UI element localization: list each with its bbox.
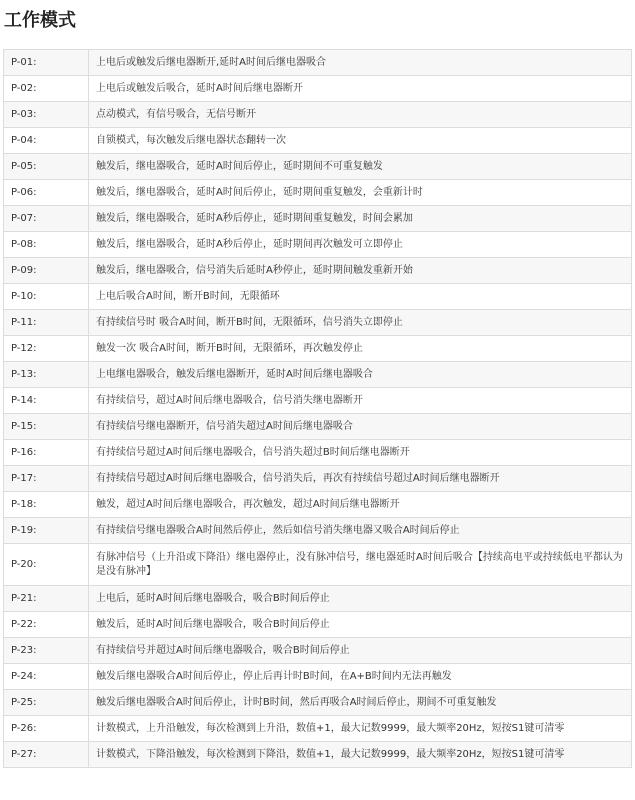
mode-code: P-27: <box>4 742 89 768</box>
table-row <box>4 544 632 586</box>
table-row <box>4 154 632 180</box>
table-row <box>4 518 632 544</box>
mode-code: P-17: <box>4 466 89 492</box>
mode-description: 触发后继电器吸合A时间后停止，计时B时间，然后再吸合A时间后停止，期间不可重复触发 <box>89 690 632 716</box>
mode-code: P-05: <box>4 154 89 180</box>
mode-code: P-14: <box>4 388 89 414</box>
mode-code: P-24: <box>4 664 89 690</box>
table-row <box>4 50 632 76</box>
mode-table-body <box>4 50 632 768</box>
mode-description: 触发后，继电器吸合，延时A秒后停止，延时期间重复触发，时间会累加 <box>89 206 632 232</box>
mode-description: 有持续信号超过A时间后继电器吸合，信号消失后，再次有持续信号超过A时间后继电器断开 <box>89 466 632 492</box>
mode-code: P-25: <box>4 690 89 716</box>
table-row <box>4 716 632 742</box>
table-row <box>4 414 632 440</box>
mode-description: 有持续信号超过A时间后继电器吸合，信号消失超过B时间后继电器断开 <box>89 440 632 466</box>
table-row <box>4 232 632 258</box>
mode-description: 上电后吸合A时间，断开B时间，无限循环 <box>89 284 632 310</box>
table-row <box>4 362 632 388</box>
mode-description: 触发后，继电器吸合，延时A秒后停止，延时期间再次触发可立即停止 <box>89 232 632 258</box>
mode-description: 自锁模式，每次触发后继电器状态翻转一次 <box>89 128 632 154</box>
table-row <box>4 612 632 638</box>
mode-description: 触发后，继电器吸合，延时A时间后停止，延时期间重复触发，会重新计时 <box>89 180 632 206</box>
mode-description: 上电后或触发后吸合，延时A时间后继电器断开 <box>89 76 632 102</box>
mode-code: P-06: <box>4 180 89 206</box>
mode-code: P-10: <box>4 284 89 310</box>
table-row <box>4 440 632 466</box>
mode-code: P-04: <box>4 128 89 154</box>
table-row <box>4 492 632 518</box>
mode-code: P-09: <box>4 258 89 284</box>
mode-description: 计数模式，下降沿触发，每次检测到下降沿，数值+1，最大记数9999，最大频率20Hz，短按S1键可清零 <box>89 742 632 768</box>
mode-code: P-26: <box>4 716 89 742</box>
table-row <box>4 284 632 310</box>
mode-code: P-20: <box>4 544 89 586</box>
mode-description: 有持续信号继电器断开，信号消失超过A时间后继电器吸合 <box>89 414 632 440</box>
mode-description: 有持续信号时 吸合A时间，断开B时间，无限循环，信号消失立即停止 <box>89 310 632 336</box>
mode-code: P-01: <box>4 50 89 76</box>
table-row <box>4 180 632 206</box>
mode-code: P-18: <box>4 492 89 518</box>
mode-description: 有脉冲信号（上升沿或下降沿）继电器停止，没有脉冲信号，继电器延时A时间后吸合【持续高电平或持续低电平都认为是没有脉冲】 <box>89 544 632 586</box>
table-row <box>4 310 632 336</box>
table-row <box>4 586 632 612</box>
mode-description: 有持续信号并超过A时间后继电器吸合，吸合B时间后停止 <box>89 638 632 664</box>
table-row <box>4 336 632 362</box>
table-row <box>4 664 632 690</box>
mode-code: P-16: <box>4 440 89 466</box>
mode-description: 触发后继电器吸合A时间后停止，停止后再计时B时间，在A+B时间内无法再触发 <box>89 664 632 690</box>
mode-code: P-13: <box>4 362 89 388</box>
mode-description: 计数模式，上升沿触发，每次检测到上升沿，数值+1，最大记数9999，最大频率20Hz，短按S1键可清零 <box>89 716 632 742</box>
mode-code: P-03: <box>4 102 89 128</box>
mode-description: 触发后，延时A时间后继电器吸合，吸合B时间后停止 <box>89 612 632 638</box>
mode-table <box>3 49 632 768</box>
mode-code: P-11: <box>4 310 89 336</box>
mode-code: P-12: <box>4 336 89 362</box>
mode-description: 触发一次 吸合A时间，断开B时间，无限循环，再次触发停止 <box>89 336 632 362</box>
mode-code: P-02: <box>4 76 89 102</box>
mode-description: 有持续信号，超过A时间后继电器吸合，信号消失继电器断开 <box>89 388 632 414</box>
mode-description: 上电后或触发后继电器断开,延时A时间后继电器吸合 <box>89 50 632 76</box>
table-row <box>4 206 632 232</box>
mode-description: 上电继电器吸合，触发后继电器断开，延时A时间后继电器吸合 <box>89 362 632 388</box>
mode-description: 有持续信号继电器吸合A时间然后停止，然后如信号消失继电器又吸合A时间后停止 <box>89 518 632 544</box>
table-row <box>4 638 632 664</box>
table-row <box>4 76 632 102</box>
table-row <box>4 466 632 492</box>
table-row <box>4 128 632 154</box>
mode-code: P-22: <box>4 612 89 638</box>
mode-description: 触发，超过A时间后继电器吸合，再次触发，超过A时间后继电器断开 <box>89 492 632 518</box>
mode-code: P-08: <box>4 232 89 258</box>
mode-code: P-15: <box>4 414 89 440</box>
table-row <box>4 258 632 284</box>
page-title: 工作模式 <box>4 10 76 31</box>
mode-description: 上电后，延时A时间后继电器吸合，吸合B时间后停止 <box>89 586 632 612</box>
mode-code: P-07: <box>4 206 89 232</box>
table-row <box>4 102 632 128</box>
mode-description: 触发后，继电器吸合，信号消失后延时A秒停止，延时期间触发重新开始 <box>89 258 632 284</box>
mode-code: P-23: <box>4 638 89 664</box>
table-row <box>4 388 632 414</box>
mode-code: P-21: <box>4 586 89 612</box>
table-row <box>4 690 632 716</box>
mode-code: P-19: <box>4 518 89 544</box>
table-row <box>4 742 632 768</box>
mode-description: 点动模式，有信号吸合，无信号断开 <box>89 102 632 128</box>
mode-description: 触发后，继电器吸合，延时A时间后停止，延时期间不可重复触发 <box>89 154 632 180</box>
